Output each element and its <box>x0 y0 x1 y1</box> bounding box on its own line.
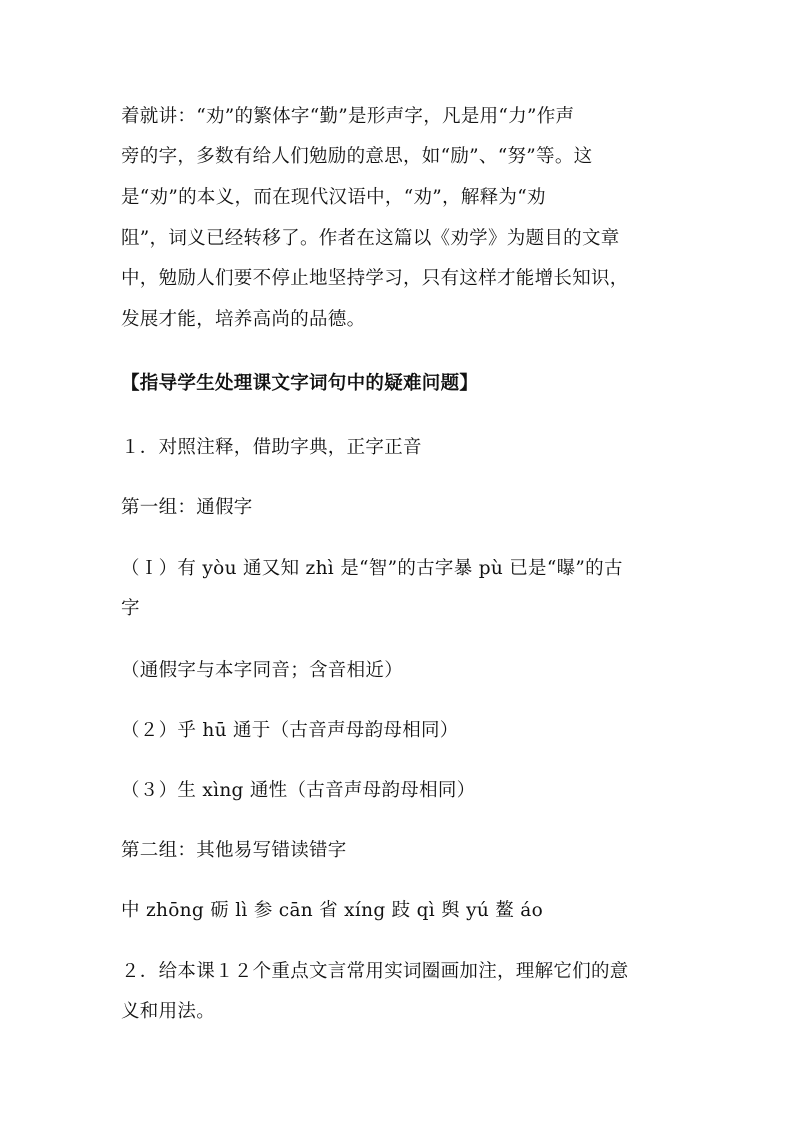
section-heading: 【指导学生处理课文字词句中的疑难问题】 <box>121 373 479 394</box>
group2-line: 中 zhōng 砺 lì 参 cān 省 xíng 跂 qì 舆 yú 鳌 áo <box>121 900 544 921</box>
paragraph-line: 中，勉励人们要不停止地坚持学习，只有这样才能增长知识， <box>121 268 629 289</box>
list-item-2: ２．给本课１２个重点文言常用实词圈画加注，理解它们的意 <box>121 961 629 982</box>
group2-title: 第二组：其他易写错读错字 <box>121 840 347 861</box>
list-item-2-continuation: 义和用法。 <box>121 1001 216 1022</box>
group1-line2: （２）乎 hū 通于（古音声母韵母相同） <box>121 720 459 741</box>
paragraph-line: 旁的字，多数有给人们勉励的意思，如“励”、“努”等。这 <box>121 146 593 167</box>
paragraph-line: 着就讲：“劝”的繁体字“勤”是形声字，凡是用“力”作声 <box>121 106 575 127</box>
list-item-1: １．对照注释，借助字典，正字正音 <box>121 437 422 458</box>
paragraph-line: 是“劝”的本义，而在现代汉语中，“劝”，解释为“劝 <box>121 187 546 208</box>
paragraph-line: 阻”，词义已经转移了。作者在这篇以《劝学》为题目的文章 <box>121 228 620 249</box>
group1-line1-continuation: 字 <box>121 598 140 619</box>
paragraph-line: 发展才能，培养高尚的品德。 <box>121 309 366 330</box>
group1-title: 第一组：通假字 <box>121 497 253 518</box>
group1-line3: （３）生 xìng 通性（古音声母韵母相同） <box>121 780 476 801</box>
group1-line1: （Ｉ）有 yòu 通又知 zhì 是“智”的古字暴 pù 已是“曝”的古 <box>121 558 623 579</box>
group1-note: （通假字与本字同音；含音相近） <box>121 660 404 681</box>
